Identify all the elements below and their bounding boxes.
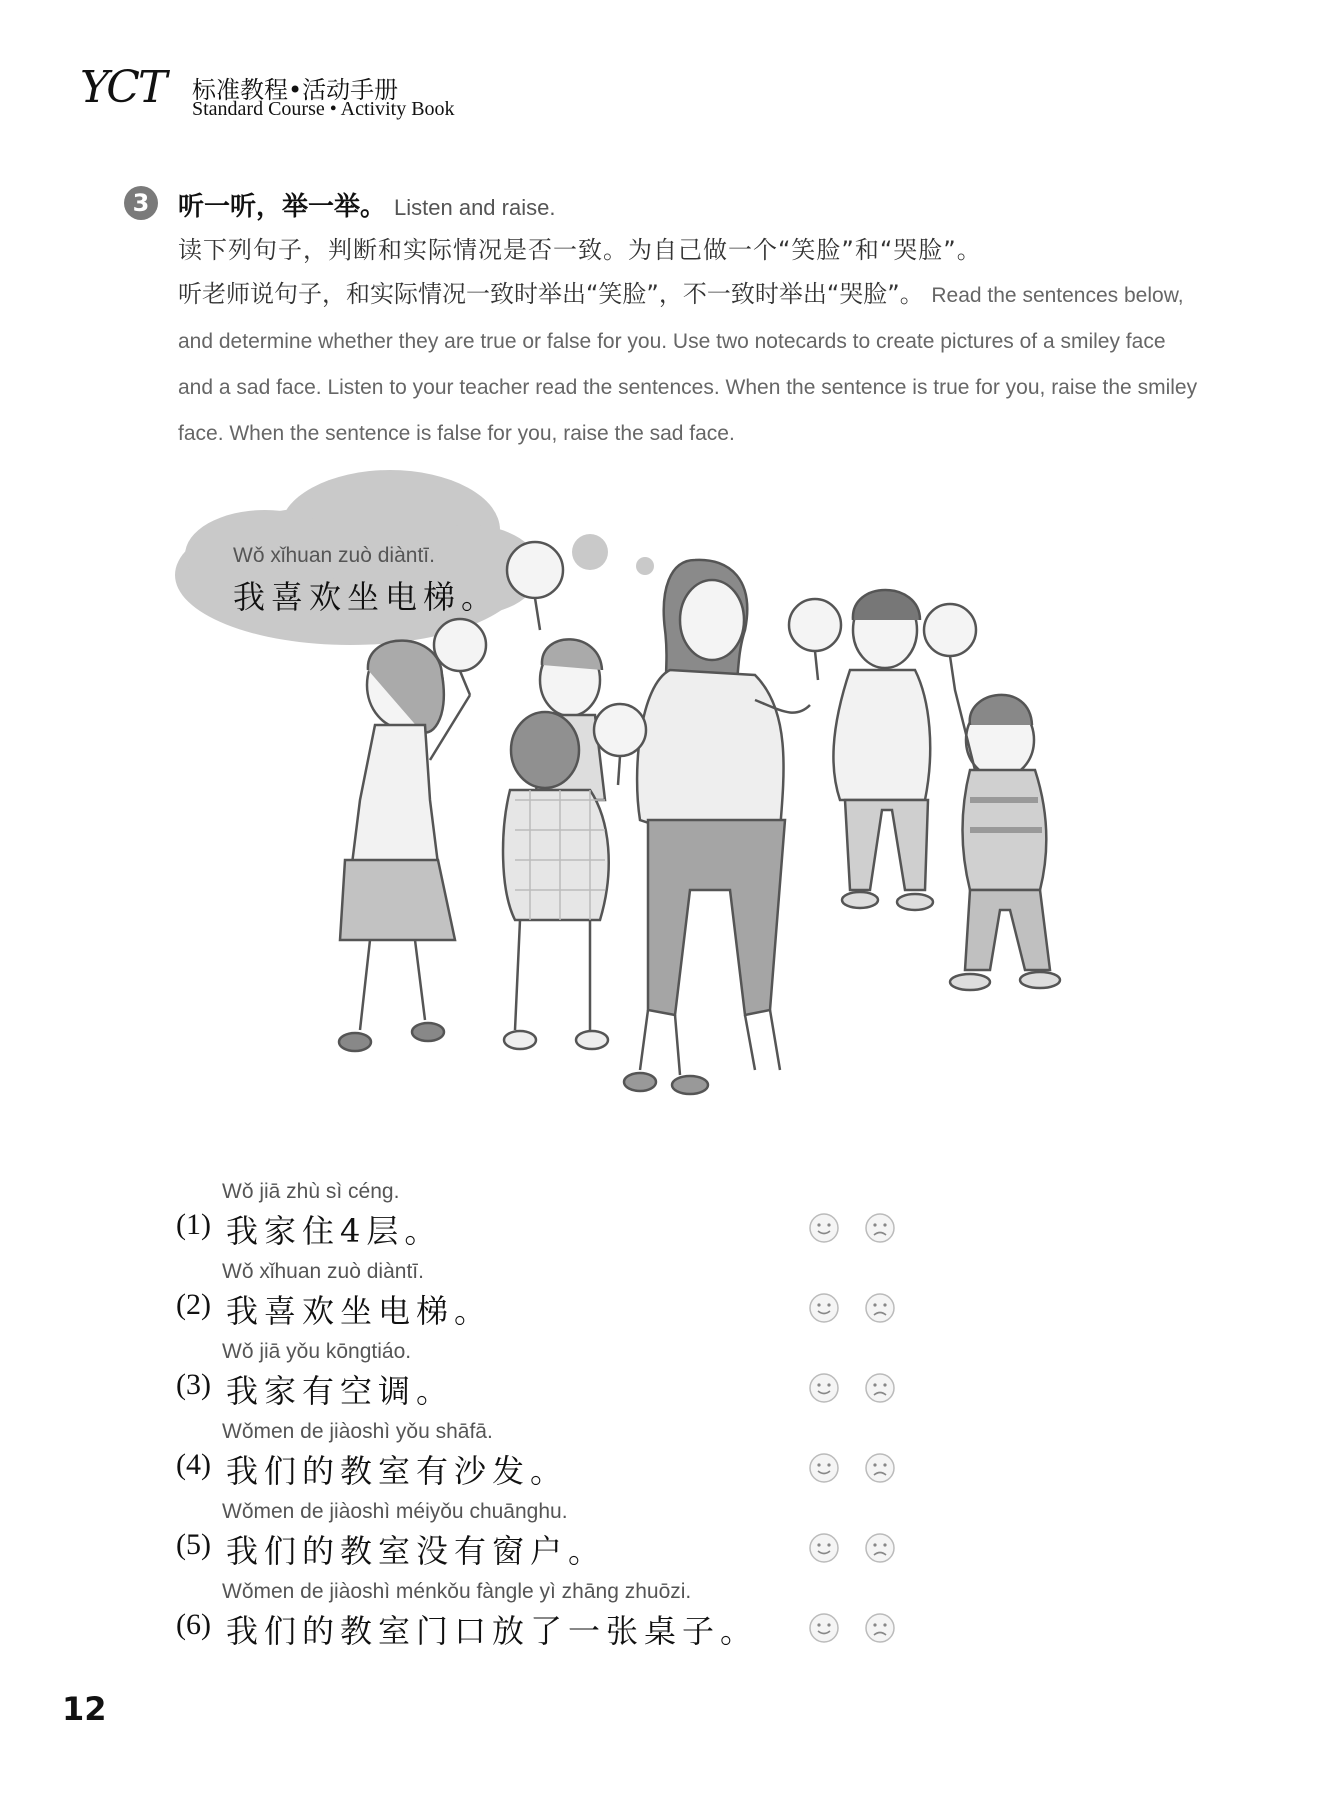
exercise-number-badge: 3 <box>124 186 158 220</box>
girl-left-figure <box>339 619 486 1051</box>
exercise-title-cn: 听一听，举一举。 <box>178 192 387 222</box>
face-options <box>808 1452 908 1492</box>
exercise-title <box>178 186 555 223</box>
item-pinyin: Wǒ jiā zhù sì céng. <box>222 1180 400 1203</box>
item-number: (6) <box>176 1608 211 1641</box>
item-chinese: 我喜欢坐电梯。 <box>226 1292 493 1330</box>
face-options <box>808 1292 908 1332</box>
boy-front-figure <box>503 704 646 1049</box>
list-item <box>176 1260 1176 1340</box>
instruction-en: Read the sentences below, and determine whether they are true or false for you. Use two notecards to create pictures of a smiley face and a sad face. Listen to your teacher read the sentences. When the sentence is true for you, raise the smiley face. When the sentence is false for you, raise the sad face. <box>178 284 1198 445</box>
face-options <box>808 1612 908 1652</box>
item-number: (5) <box>176 1528 211 1561</box>
face-options <box>808 1372 908 1412</box>
item-number: (4) <box>176 1448 211 1481</box>
header-title-cn: 标准教程•活动手册 <box>192 76 399 104</box>
item-pinyin: Wǒmen de jiàoshì méiyǒu chuānghu. <box>222 1500 568 1523</box>
instruction-cn-2: 听老师说句子，和实际情况一致时举出“笑脸”，不一致时举出“哭脸”。 <box>178 280 924 308</box>
list-item <box>176 1340 1176 1420</box>
page-number: 12 <box>62 1690 107 1728</box>
speech-bubble-chinese: 我喜欢坐电梯。 <box>233 578 500 616</box>
boy-glasses-figure <box>789 590 933 910</box>
teacher-figure <box>624 560 810 1094</box>
yct-logo: YCT <box>80 62 166 113</box>
list-item <box>176 1180 1176 1260</box>
item-chinese: 我家有空调。 <box>226 1372 455 1410</box>
smiley-face-icon[interactable] <box>808 1612 840 1644</box>
item-pinyin: Wǒ xǐhuan zuò diàntī. <box>222 1260 424 1283</box>
item-pinyin: Wǒmen de jiàoshì ménkǒu fàngle yì zhāng zhuōzi. <box>222 1580 692 1603</box>
sad-face-icon[interactable] <box>864 1612 896 1644</box>
sad-face-icon[interactable] <box>864 1292 896 1324</box>
item-pinyin: Wǒmen de jiàoshì yǒu shāfā. <box>222 1420 493 1443</box>
smiley-face-icon[interactable] <box>808 1532 840 1564</box>
header <box>80 64 600 124</box>
item-pinyin: Wǒ jiā yǒu kōngtiáo. <box>222 1340 412 1363</box>
sad-face-icon[interactable] <box>864 1532 896 1564</box>
item-chinese: 我们的教室没有窗户。 <box>226 1532 607 1570</box>
item-chinese: 我们的教室有沙发。 <box>226 1452 569 1490</box>
exercise-title-en: Listen and raise. <box>394 195 556 220</box>
smiley-face-icon[interactable] <box>808 1212 840 1244</box>
smiley-face-icon[interactable] <box>808 1452 840 1484</box>
item-chinese: 我家住4层。 <box>226 1212 443 1250</box>
smiley-face-icon[interactable] <box>808 1292 840 1324</box>
header-title-en: Standard Course • Activity Book <box>192 98 455 120</box>
item-number: (2) <box>176 1288 211 1321</box>
instructions <box>178 228 1198 456</box>
face-options <box>808 1532 908 1572</box>
list-item <box>176 1500 1176 1580</box>
instruction-cn-1: 读下列句子，判断和实际情况是否一致。为自己做一个“笑脸”和“哭脸”。 <box>178 236 982 264</box>
smiley-face-icon[interactable] <box>808 1372 840 1404</box>
boy-right-figure <box>924 604 1060 990</box>
list-item <box>176 1580 1176 1660</box>
list-item <box>176 1420 1176 1500</box>
speech-bubble-pinyin: Wǒ xǐhuan zuò diàntī. <box>233 544 435 567</box>
item-number: (3) <box>176 1368 211 1401</box>
face-options <box>808 1212 908 1252</box>
sad-face-icon[interactable] <box>864 1212 896 1244</box>
sad-face-icon[interactable] <box>864 1452 896 1484</box>
item-chinese: 我们的教室门口放了一张桌子。 <box>226 1612 759 1650</box>
item-number: (1) <box>176 1208 211 1241</box>
sad-face-icon[interactable] <box>864 1372 896 1404</box>
